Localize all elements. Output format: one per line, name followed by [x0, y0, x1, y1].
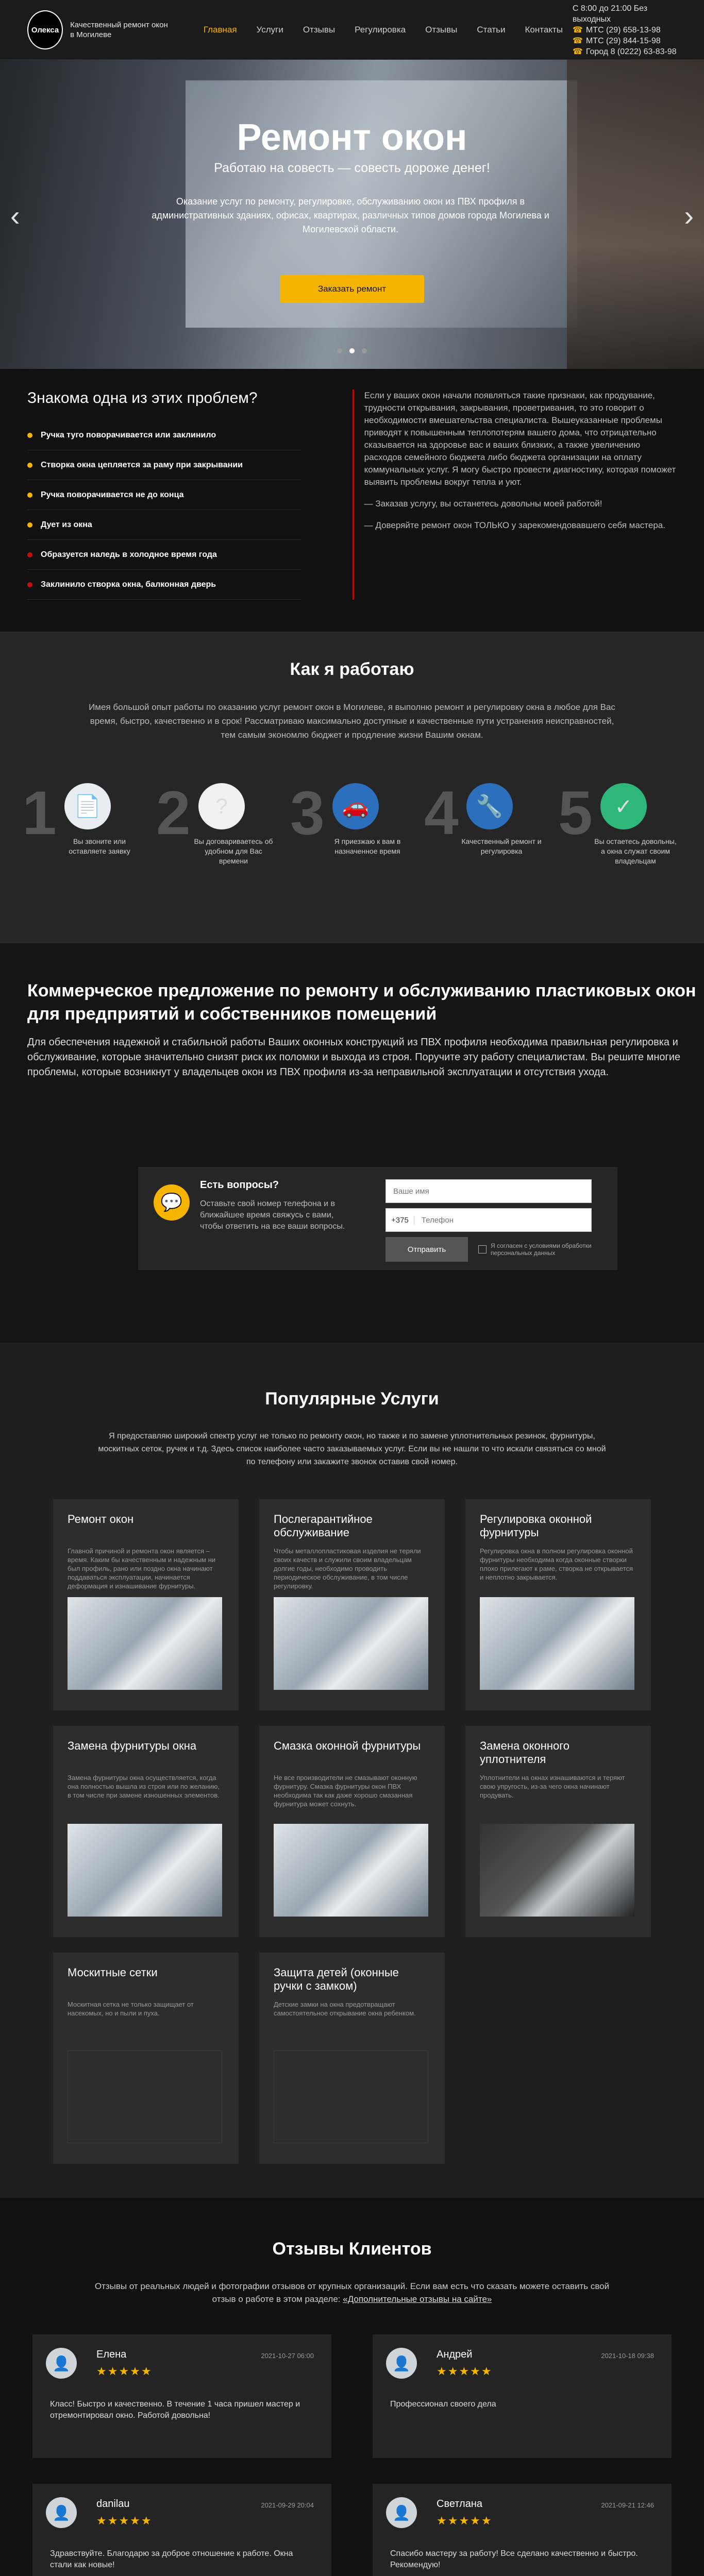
problems-list [27, 420, 301, 600]
review-date: 2021-10-27 06:00 [261, 2352, 314, 2360]
bullet-icon [27, 433, 32, 438]
reviewer-name: Андрей [437, 2349, 473, 2360]
review-card [32, 2484, 331, 2576]
problem-item [27, 570, 301, 600]
slider-dot[interactable] [349, 348, 355, 353]
step-label: Вы звоните или оставляете заявку [69, 837, 130, 855]
commercial-text: Для обеспечения надежной и стабильной работы Ваших оконных конструкций из ПВХ профиля необходима правильная регулировка и обслуживание, которые значительно снизят риск их поломки и выхода из строя. Поручите эту работу специалистам. Вы решите многие проблемы, которые возникнут у владельцев окон из ПВХ профиля из-за неправильной эксплуатации и отсутствия ухода. [27, 1037, 681, 1078]
service-text: Не все производители не смазывают оконную фурнитуру. Смазка фурнитуры окон ПВХ необходима так как даже хорошо смазанная фурнитура может сохнуть. [274, 1774, 417, 1808]
services-intro: Я предоставляю широкий спектр услуг не только по ремонту окон, но также и по замене уплотнительных резинок, фурнитуры, москитных сеток, ручек и т.д. Здесь список наиболее часто заказываемых услуг. Если вы не нашли то что искали связяться со мной по телефону или закажите звонок оставив свой номер. [98, 1432, 606, 1466]
steps-list [0, 773, 704, 865]
problems-title: Знакома одна из этих проблем? [27, 389, 258, 406]
wrench-icon: 🔧 [466, 783, 513, 829]
phone-code: +375 [386, 1216, 414, 1225]
hero-title: Ремонт окон [237, 117, 467, 158]
service-card[interactable] [259, 1953, 445, 2164]
step-number: 3 [290, 778, 325, 848]
phone-icon: ☎ [572, 25, 583, 35]
services-title: Популярные Услуги [265, 1389, 439, 1409]
hero-slider [0, 60, 704, 369]
review-text: Класс! Быстро и качественно. В течение 1 часа пришел мастер и отремонтировал окно. Работой довольна! [50, 2400, 300, 2420]
how-intro: Имея большой опыт работы по оказанию услуг ремонт окон в Могилеве, я выполню ремонт и регулировку окна в любое для Вас время, быстро, качественно и в срок! Рассматриваю максимально доступные и качественные пути устранения неисправностей, тем самым экономлю бюджет и продление жизни Вашим окнам. [89, 702, 615, 740]
step-item [22, 773, 146, 855]
step-number: 1 [22, 778, 57, 848]
service-text: Регулировка окна в полном регулировка оконной фурнитуры необходима когда оконные створки плохо прилегают к раме, створка не открывается и неплотно закрывается. [480, 1547, 633, 1581]
problem-label: Образуется наледь в холодное время года [41, 550, 217, 559]
step-item [290, 773, 414, 855]
car-icon: 🚗 [332, 783, 379, 829]
nav-item-contacts[interactable]: Контакты [525, 25, 563, 35]
step-label: Я приезжаю к вам в назначенное время [334, 837, 401, 855]
callback-form [138, 1167, 617, 1270]
question-title: Есть вопросы? [200, 1179, 279, 1191]
bullet-icon [27, 552, 32, 557]
service-image [68, 1597, 222, 1690]
service-card[interactable] [53, 1953, 239, 2164]
problem-label: Дует из окна [41, 520, 92, 529]
avatar-icon: 👤 [386, 2348, 417, 2379]
review-date: 2021-10-18 09:38 [601, 2352, 654, 2360]
review-text: Здравствуйте. Благодарю за доброе отношение к работе. Окна стали как новые! [50, 2549, 293, 2569]
nav-item-home[interactable]: Главная [203, 25, 237, 35]
service-title: Замена фурнитуры окна [68, 1739, 197, 1752]
commercial-section [0, 943, 704, 1343]
reviews-grid [0, 2334, 704, 2576]
phone-icon: ☎ [572, 47, 583, 56]
services-section [0, 1343, 704, 2198]
step-item [156, 773, 280, 865]
how-title: Как я работаю [290, 659, 414, 679]
problems-paragraph: Если у ваших окон начали появляться такие признаки, как продувание, трудности открывания, закрывания, проветривания, то это говорит о необходимости вмешательства специалиста. Вышеуказанные проблемы приводят к повышенным теплопотерям вашего дома, что отрицательно сказывается на здоровье вас и ваших близких, а также увеличению расходов семейного бюджета либо бюджета организации на оплату коммунальных услуг. Я могу быстро провести диагностику, которая поможет выявить проблемы вокруг тепла и уют. [364, 391, 676, 487]
step-label: Вы остаетесь довольны, а окна служат своим владельцам [594, 837, 677, 865]
working-hours: С 8:00 до 21:00 Без выходных [572, 4, 648, 24]
tagline: Качественный ремонт окон в Могилеве [70, 21, 168, 39]
question-text: Оставьте свой номер телефона и в ближайшее время свяжусь с вами, чтобы ответить на все ваши вопросы. [200, 1199, 345, 1231]
service-title: Ремонт окон [68, 1513, 134, 1526]
service-image [68, 2050, 222, 2143]
avatar-icon: 👤 [46, 2348, 77, 2379]
slider-next-icon[interactable]: › [684, 199, 694, 232]
more-reviews-link[interactable]: «Дополнительные отзывы на сайте» [343, 2294, 492, 2304]
bullet-icon [27, 582, 32, 587]
review-card [32, 2334, 331, 2458]
service-card[interactable] [465, 1726, 651, 1937]
submit-button[interactable]: Отправить [385, 1237, 468, 1262]
nav-item-articles[interactable]: Статьи [477, 25, 506, 35]
service-title: Смазка оконной фурнитуры [274, 1739, 421, 1752]
step-item [424, 773, 548, 855]
problems-note-1: — Заказав услугу, вы останетесь довольны моей работой! [364, 499, 602, 509]
logo-text: Олекса [31, 25, 59, 35]
name-input[interactable] [385, 1179, 592, 1203]
service-card[interactable] [53, 1499, 239, 1710]
service-image [480, 1597, 634, 1690]
phone-input[interactable] [414, 1209, 579, 1231]
consent-checkbox[interactable] [478, 1237, 592, 1262]
consent-label: Я согласен с условиями обработки персональных данных [491, 1242, 592, 1257]
star-rating: ★★★★★ [437, 2514, 493, 2527]
phone-field[interactable] [385, 1208, 592, 1232]
nav-item-adjustment[interactable]: Регулировка [355, 25, 406, 35]
nav-item-reviews-2[interactable]: Отзывы [425, 25, 458, 35]
hero-worker-image [567, 60, 704, 369]
services-grid [0, 1499, 704, 2164]
hero-subtitle: Работаю на совесть — совесть дороже денег! [214, 161, 490, 175]
service-image [274, 1824, 428, 1917]
service-image [480, 1824, 634, 1917]
service-text: Главной причиной и ремонта окон является – время. Каким бы качественным и надежным ни был профиль, рано или поздно окна начинают поддаваться эксплуатации, начинается деформация и изнашивание фурнитуры. [68, 1547, 216, 1590]
service-title: Москитные сетки [68, 1966, 158, 1979]
bullet-icon [27, 522, 32, 528]
reviewer-name: danilau [96, 2498, 130, 2510]
service-text: Уплотнители на окнах изнашиваются и теряют свою упругость, из-за чего окна начинают продувать. [480, 1774, 625, 1799]
logo[interactable] [27, 10, 63, 49]
service-text: Замена фурнитуры окна осуществляется, когда она полностью вышла из строя или по желанию, в том числе при замене изношенных элементов. [68, 1774, 220, 1799]
service-card[interactable] [53, 1726, 239, 1937]
review-date: 2021-09-29 20:04 [261, 2501, 314, 2509]
slider-dot[interactable] [362, 348, 367, 353]
question-icon: ? [198, 783, 245, 829]
service-text: Москитная сетка не только защищает от насекомых, но и пыли и пуха. [68, 2001, 194, 2017]
slider-prev-icon[interactable]: ‹ [10, 199, 20, 232]
reviews-title: Отзывы Клиентов [272, 2239, 432, 2259]
service-title: Послегарантийное обслуживание [274, 1513, 373, 1539]
order-repair-button[interactable]: Заказать ремонт [280, 275, 424, 303]
review-text: Профессионал своего дела [390, 2400, 496, 2409]
step-label: Качественный ремонт и регулировка [461, 837, 542, 855]
bullet-icon [27, 463, 32, 468]
reviews-intro: Отзывы от реальных людей и фотографии отзывов от крупных организаций. Если вам есть что сказать можете оставить свой отзыв о работе в этом разделе: «Дополнительные отзывы на сайте» [94, 2281, 610, 2304]
service-card[interactable] [465, 1499, 651, 1710]
review-card [373, 2334, 672, 2458]
service-title: Защита детей (оконные ручки с замком) [274, 1966, 399, 1992]
step-item [558, 773, 682, 865]
commercial-title: Коммерческое предложение по ремонту и обслуживанию пластиковых окон для предприятий и собственников помещений [27, 981, 696, 1024]
problems-section [0, 369, 704, 632]
service-title: Регулировка оконной фурнитуры [480, 1513, 592, 1539]
service-card[interactable] [259, 1726, 445, 1937]
step-number: 4 [424, 778, 459, 848]
bullet-icon [27, 493, 32, 498]
reviewer-name: Елена [96, 2349, 127, 2360]
step-label: Вы договариваетесь об удобном для Вас времени [194, 837, 273, 865]
slider-dots [0, 348, 704, 353]
problems-note-2: — Доверяйте ремонт окон ТОЛЬКО у зарекомендовавшего себя мастера. [364, 520, 665, 530]
service-image [274, 1597, 428, 1690]
problem-label: Створка окна цепляется за раму при закрывании [41, 460, 243, 469]
header-contacts [573, 3, 677, 57]
problem-item [27, 450, 301, 480]
phone-icon: ☎ [572, 36, 583, 45]
problems-text [353, 389, 677, 600]
service-text: Чтобы металлопластиковая изделия не теряли своих качеств и служили своим владельцам долгие годы, необходимо проводить периодическое обслуживание, в том числе регулировку. [274, 1547, 421, 1590]
service-image [68, 1824, 222, 1917]
review-card [373, 2484, 672, 2576]
phone-1[interactable]: ☎ МТС (29) 658-13-98 [572, 25, 661, 35]
problem-label: Заклинило створка окна, балконная дверь [41, 580, 216, 589]
problem-item [27, 540, 301, 570]
review-text: Спасибо мастеру за работу! Все сделано качественно и быстро. Рекомендую! [390, 2549, 638, 2569]
star-rating: ★★★★★ [96, 2365, 153, 2378]
problem-item [27, 420, 301, 450]
how-i-work-section [0, 632, 704, 943]
chat-icon: 💬 [154, 1184, 190, 1221]
problem-label: Ручка поворачивается не до конца [41, 490, 184, 499]
problem-label: Ручка туго поворачивается или заклинило [41, 430, 216, 439]
nav-item-services[interactable]: Услуги [256, 25, 283, 35]
star-rating: ★★★★★ [437, 2365, 493, 2378]
reviewer-name: Светлана [437, 2498, 482, 2510]
service-title: Замена оконного уплотнителя [480, 1739, 570, 1766]
problem-item [27, 480, 301, 510]
slider-dot[interactable] [337, 348, 342, 353]
avatar-icon: 👤 [386, 2497, 417, 2528]
site-header [0, 0, 704, 60]
phone-3[interactable]: ☎ Город 8 (0222) 63-83-98 [572, 47, 677, 56]
phone-2[interactable]: ☎ МТС (29) 844-15-98 [572, 36, 661, 45]
service-text: Детские замки на окна предотвращают самостоятельное открывание окна ребенком. [274, 2001, 416, 2017]
problem-item [27, 510, 301, 540]
main-nav [194, 25, 573, 35]
step-number: 2 [156, 778, 191, 848]
clipboard-icon: 📄 [64, 783, 111, 829]
nav-item-reviews[interactable]: Отзывы [303, 25, 336, 35]
review-date: 2021-09-21 12:46 [601, 2501, 654, 2509]
checkbox-icon [478, 1245, 487, 1253]
hero-text: Оказание услуг по ремонту, регулировке, обслуживанию окон из ПВХ профиля в административных зданиях, офисах, квартирах, различных типов домов города Могилева и Могилевской области. [152, 196, 549, 234]
service-card[interactable] [259, 1499, 445, 1710]
avatar-icon: 👤 [46, 2497, 77, 2528]
check-icon: ✓ [600, 783, 647, 829]
step-number: 5 [558, 778, 593, 848]
reviews-section [0, 2198, 704, 2576]
service-image [274, 2050, 428, 2143]
star-rating: ★★★★★ [96, 2514, 153, 2527]
